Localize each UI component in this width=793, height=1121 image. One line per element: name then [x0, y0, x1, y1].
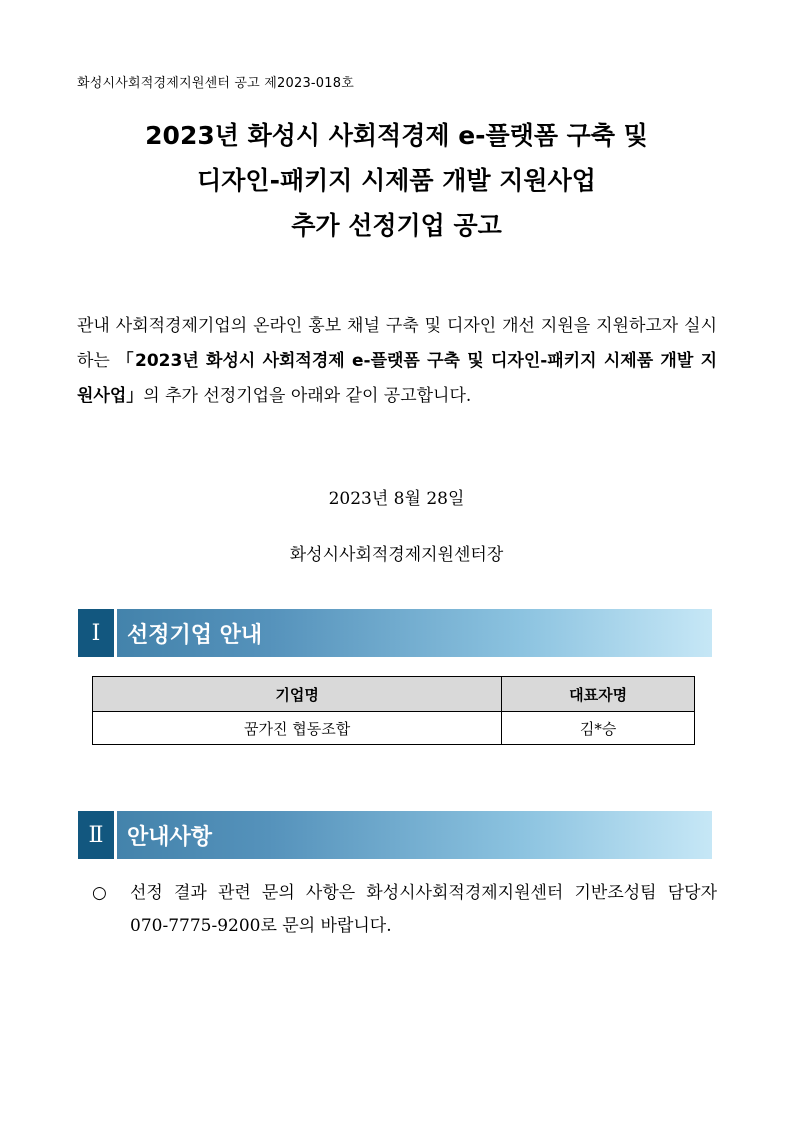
company-name-cell: 꿈가진 협동조합 — [93, 712, 502, 745]
intro-text-2: 의 추가 선정기업을 아래와 같이 공고합니다. — [143, 386, 472, 406]
section-2-number: Ⅱ — [78, 811, 114, 859]
section-1-header — [78, 609, 712, 657]
selected-companies-table — [92, 676, 695, 745]
notice-date: 2023년 8월 28일 — [328, 489, 465, 509]
table-row — [93, 712, 695, 745]
section-2-title: 안내사항 — [127, 824, 213, 850]
notice-item — [92, 877, 717, 943]
notice-item-text: 선정 결과 관련 문의 사항은 화성시사회적경제지원센터 기반조성팀 담당자 070-7775-9200로 문의 바랍니다. — [130, 883, 717, 936]
circle-bullet-icon: ○ — [92, 883, 107, 903]
column-header-company: 기업명 — [93, 677, 502, 712]
page-title — [0, 113, 793, 248]
program-name-highlight: 「2023년 화성시 사회적경제 e-플랫폼 구축 및 디자인-패키지 시제품 개발 지원사업」 — [77, 351, 717, 406]
title-line-3: 추가 선정기업 공고 — [291, 211, 502, 240]
intro-paragraph — [77, 309, 717, 414]
notice-number: 화성시사회적경제지원센터 공고 제2023-018호 — [77, 76, 354, 91]
section-2-header — [78, 811, 712, 859]
section-1-title: 선정기업 안내 — [127, 622, 263, 648]
issuer-name: 화성시사회적경제지원센터장 — [289, 545, 504, 565]
title-line-2: 디자인-패키지 시제품 개발 지원사업 — [197, 166, 596, 195]
column-header-representative: 대표자명 — [502, 677, 695, 712]
representative-cell: 김*승 — [502, 712, 695, 745]
table-header-row — [93, 677, 695, 712]
section-1-number: Ⅰ — [78, 609, 114, 657]
intro-text-1: 관내 사회적경제기업의 온라인 홍보 채널 구축 및 디자인 개선 지원을 지원하고자 실시하는 — [77, 316, 717, 371]
title-line-1: 2023년 화성시 사회적경제 e-플랫폼 구축 및 — [145, 121, 648, 150]
